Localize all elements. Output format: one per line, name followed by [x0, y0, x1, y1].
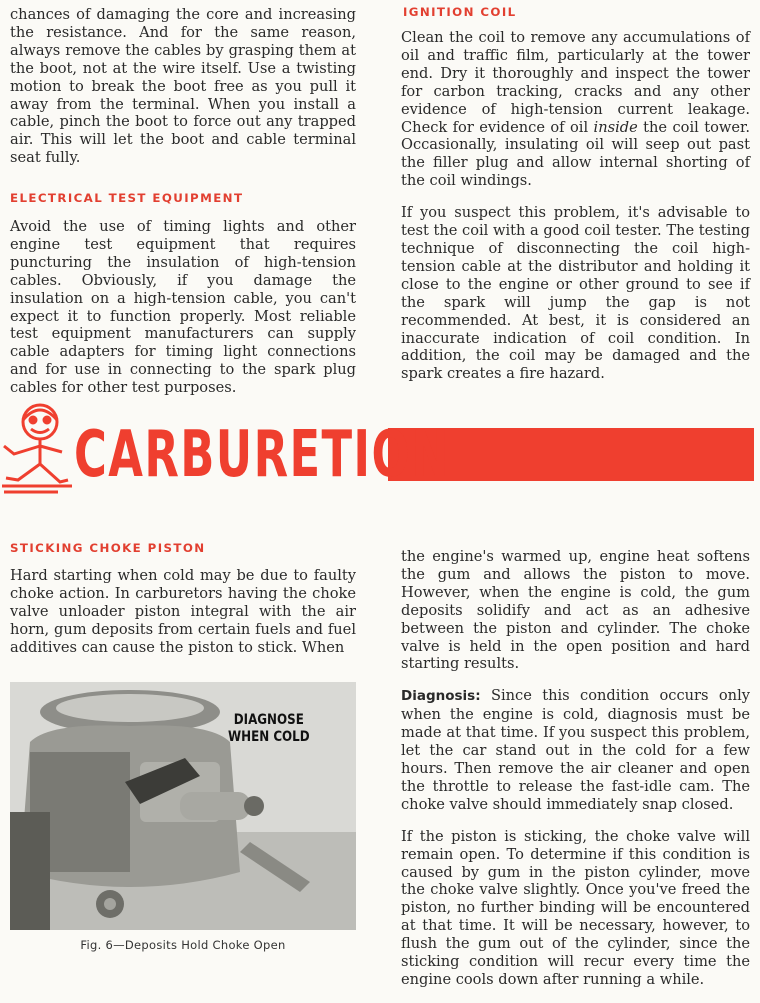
diagnosis-paragraph — [401, 687, 750, 813]
sticking-choke-piston-heading: STICKING CHOKE PISTON — [10, 541, 206, 555]
bottom-right-column — [401, 548, 750, 1003]
diagnosis-label: Diagnosis: — [401, 688, 481, 705]
diagnose-when-cold-label — [228, 712, 310, 746]
warm-engine-paragraph: the engine's warmed up, engine heat softens the gum and allows the piston to move. However, when the engine is cold, the gum deposits solidify and act as an adhesive between the piston and cylinder. The choke valve is held in the open position and hard starting results. — [401, 548, 750, 673]
emphasis-inside: inside — [593, 118, 638, 136]
coil-cleaning-paragraph — [401, 29, 750, 190]
diagnosis-text: Since this condition occurs only when the engine is cold, diagnosis must be made at that time. If you suspect this problem, let the car stand out in the cold for a few hours. Then remove the air cleaner and open the throttle to release the fast-idle cam. The choke valve should immediately snap closed. — [401, 687, 750, 813]
cable-removal-paragraph: chances of damaging the core and increasing the resistance. And for the same reason, always remove the cables by grasping them at the boot, not at the wire itself. Use a twisting motion to break the boot free as you pull it away from the terminal. When you install a cable, pinch the boot to force out any trapped air. This will let the boot and cable terminal seat fully. — [10, 6, 356, 167]
coil-cleaning-text-b: the coil tower. Occasionally, insulating oil will seep out past the filler plug and allow internal shorting of the coil windings. — [401, 118, 751, 190]
ignition-coil-heading: IGNITION COIL — [403, 5, 517, 19]
figure-caption: Fig. 6—Deposits Hold Choke Open — [80, 938, 286, 952]
coil-cleaning-text-a: Clean the coil to remove any accumulations of oil and traffic film, particularly at the tower end. Dry it thoroughly and inspect the tower for carbon tracking, cracks and any other evidence of high-tension current leakage. Check for evidence of oil — [401, 29, 750, 136]
hard-starting-paragraph: Hard starting when cold may be due to faulty choke action. In carburetors having the choke valve unloader piston integral with the air horn, gum deposits from certain fuels and fuel additives can cause the piston to stick. When — [10, 567, 356, 656]
figure-label-line-2: WHEN COLD — [228, 729, 310, 745]
test-equipment-paragraph: Avoid the use of timing lights and other engine test equipment that requires puncturing the insulation of high-tension cables. Obviously, if you damage the insulation on a high-tension cable, you can't expect it to function properly. Most reliable test equipment manufacturers can supply cable adapters for timing light connections and for use in connecting to the spark plug cables for other test purposes. — [10, 218, 356, 397]
carburetor-photo — [10, 682, 356, 930]
piston-sticking-paragraph: If the piston is sticking, the choke valve will remain open. To determine if this condition is caused by gum in the piston cylinder, move the choke valve slightly. Once you've freed the piston, no further binding will be encountered at that time. It will be necessary, however, to flush the gum out of the cylinder, since the sticking condition will recur every time the engine cools down after running a while. — [401, 827, 750, 988]
top-left-column — [10, 6, 356, 181]
carburetion-banner — [0, 398, 760, 498]
banner-title: CARBURETION — [74, 418, 450, 492]
test-equipment-column — [10, 218, 356, 411]
bottom-left-column — [10, 567, 356, 671]
mascot-icon — [0, 398, 80, 498]
coil-testing-paragraph: If you suspect this problem, it's advisable to test the coil with a good coil tester. The testing technique of disconnecting the coil high-tension cable at the distributor and holding it close to the engine or other ground to see if the spark will jump the gap is not recommended. At best, it is considered an inaccurate indication of coil condition. In addition, the coil may be damaged and the spark creates a fire hazard. — [401, 204, 751, 383]
top-right-column — [401, 29, 750, 397]
figure-label-line-1: DIAGNOSE — [233, 712, 304, 728]
electrical-test-equipment-heading: ELECTRICAL TEST EQUIPMENT — [10, 191, 244, 205]
